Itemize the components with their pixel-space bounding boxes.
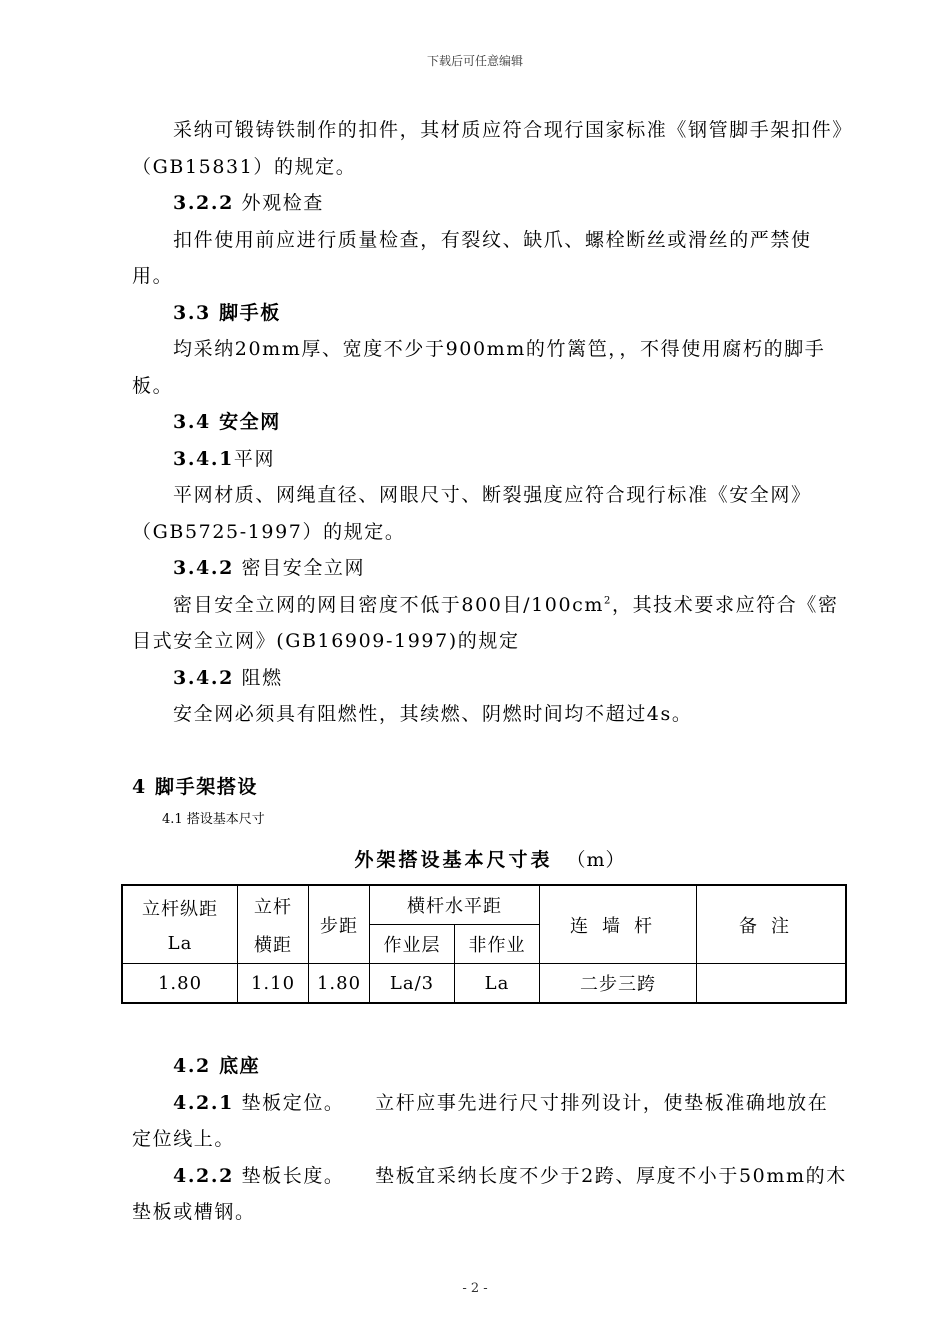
table-cell: 二步三跨 <box>540 964 697 1004</box>
page-header: 下载后可任意编辑 <box>426 54 523 68</box>
paragraph: 均采纳20mm厚、宽度不少于900mm的竹篱笆，，不得使用腐朽的脚手板。 <box>132 338 826 397</box>
section-number: 3.2.2 <box>173 192 234 214</box>
paragraph-4-2-2 <box>132 1158 848 1231</box>
table-cell <box>697 964 847 1004</box>
section-title: 外观检查 <box>241 192 324 214</box>
section-heading-3-4-2 <box>132 550 848 587</box>
section-heading-4-2: 4.2 底座 <box>173 1055 261 1077</box>
spacer <box>132 1004 848 1048</box>
section-heading-4-1: 4.1 搭设基本尺寸 <box>162 812 265 827</box>
paragraph: 平网材质、网绳直径、网眼尺寸、断裂强度应符合现行标准《安全网》（GB5725-1997）的规定。 <box>132 484 812 543</box>
table-title-text: 外架搭设基本尺寸表 <box>354 849 553 871</box>
section-title: 平网 <box>233 447 276 470</box>
header-cell-tie: 连墙杆 <box>540 885 697 964</box>
section-heading-3-2-2 <box>132 185 848 222</box>
header-cell-nonwork: 非作业 <box>455 925 540 964</box>
table-title <box>132 845 848 872</box>
section-title: 垫板定位。 <box>241 1091 345 1114</box>
header-cell-step: 步距 <box>309 885 370 964</box>
section-number: 3.4.2 <box>173 557 234 579</box>
table-cell: La/3 <box>370 964 455 1004</box>
section-heading-4: 4 脚手架搭设 <box>132 775 259 798</box>
table-unit: （m） <box>566 849 626 871</box>
paragraph-4-2-1 <box>132 1085 848 1158</box>
table-row <box>122 964 846 1004</box>
superscript: 2 <box>604 595 612 607</box>
section-number: 4.2.1 <box>173 1091 234 1114</box>
header-cell-la <box>122 885 238 964</box>
section-number: 4.2.2 <box>173 1164 234 1187</box>
header-text: La <box>167 933 193 954</box>
table-cell: 1.80 <box>122 964 238 1004</box>
section-heading-3-3: 3.3 脚手板 <box>173 301 281 324</box>
dimensions-table <box>121 884 847 1004</box>
section-title: 密目安全立网 <box>241 557 366 579</box>
section-number: 3.4.2 <box>173 666 234 689</box>
paragraph-text: 垫板宜采纳长度不少于2跨、厚度不小于50mm的木垫板或槽钢。 <box>132 1164 847 1223</box>
header-cell-horizontal: 横杆水平距 <box>370 885 540 925</box>
table-cell: 1.80 <box>309 964 370 1004</box>
header-text: 立杆 <box>254 896 292 918</box>
document-body <box>132 112 848 1231</box>
paragraph <box>132 587 848 660</box>
header-cell-work: 作业层 <box>370 925 455 964</box>
section-heading-3-4: 3.4 安全网 <box>173 411 281 433</box>
section-heading-3-4-2-fire <box>132 660 848 697</box>
section-title: 阻燃 <box>241 666 283 689</box>
header-text: 立杆纵距 <box>142 899 218 920</box>
header-text: 横距 <box>254 934 292 956</box>
table-header-row <box>122 885 846 925</box>
header-cell-remark: 备注 <box>697 885 847 964</box>
paragraph-text: 立杆应事先进行尺寸排列设计，使垫板准确地放在定位线上。 <box>132 1091 829 1150</box>
paragraph: 扣件使用前应进行质量检查，有裂纹、缺爪、螺栓断丝或滑丝的严禁使用。 <box>132 228 812 287</box>
paragraph-text: ，其技术要求应符合《密目式安全立网》(GB16909-1997)的规定 <box>132 593 839 652</box>
section-number: 3.4.1 <box>173 447 234 470</box>
paragraph: 采纳可锻铸铁制作的扣件，其材质应符合现行国家标准《钢管脚手架扣件》（GB15831）的规定。 <box>132 119 844 178</box>
section-heading-3-4-1 <box>132 441 848 478</box>
table-cell: 1.10 <box>238 964 309 1004</box>
page-number: - 2 - <box>462 1281 488 1296</box>
table-cell: La <box>455 964 540 1004</box>
header-cell-lb <box>238 885 309 964</box>
section-title: 垫板长度。 <box>241 1164 345 1187</box>
paragraph-text: 密目安全立网的网目密度不低于800目/100cm <box>173 593 604 616</box>
spacer <box>132 733 848 769</box>
paragraph: 安全网必须具有阻燃性，其续燃、阴燃时间均不超过4s。 <box>173 703 693 725</box>
